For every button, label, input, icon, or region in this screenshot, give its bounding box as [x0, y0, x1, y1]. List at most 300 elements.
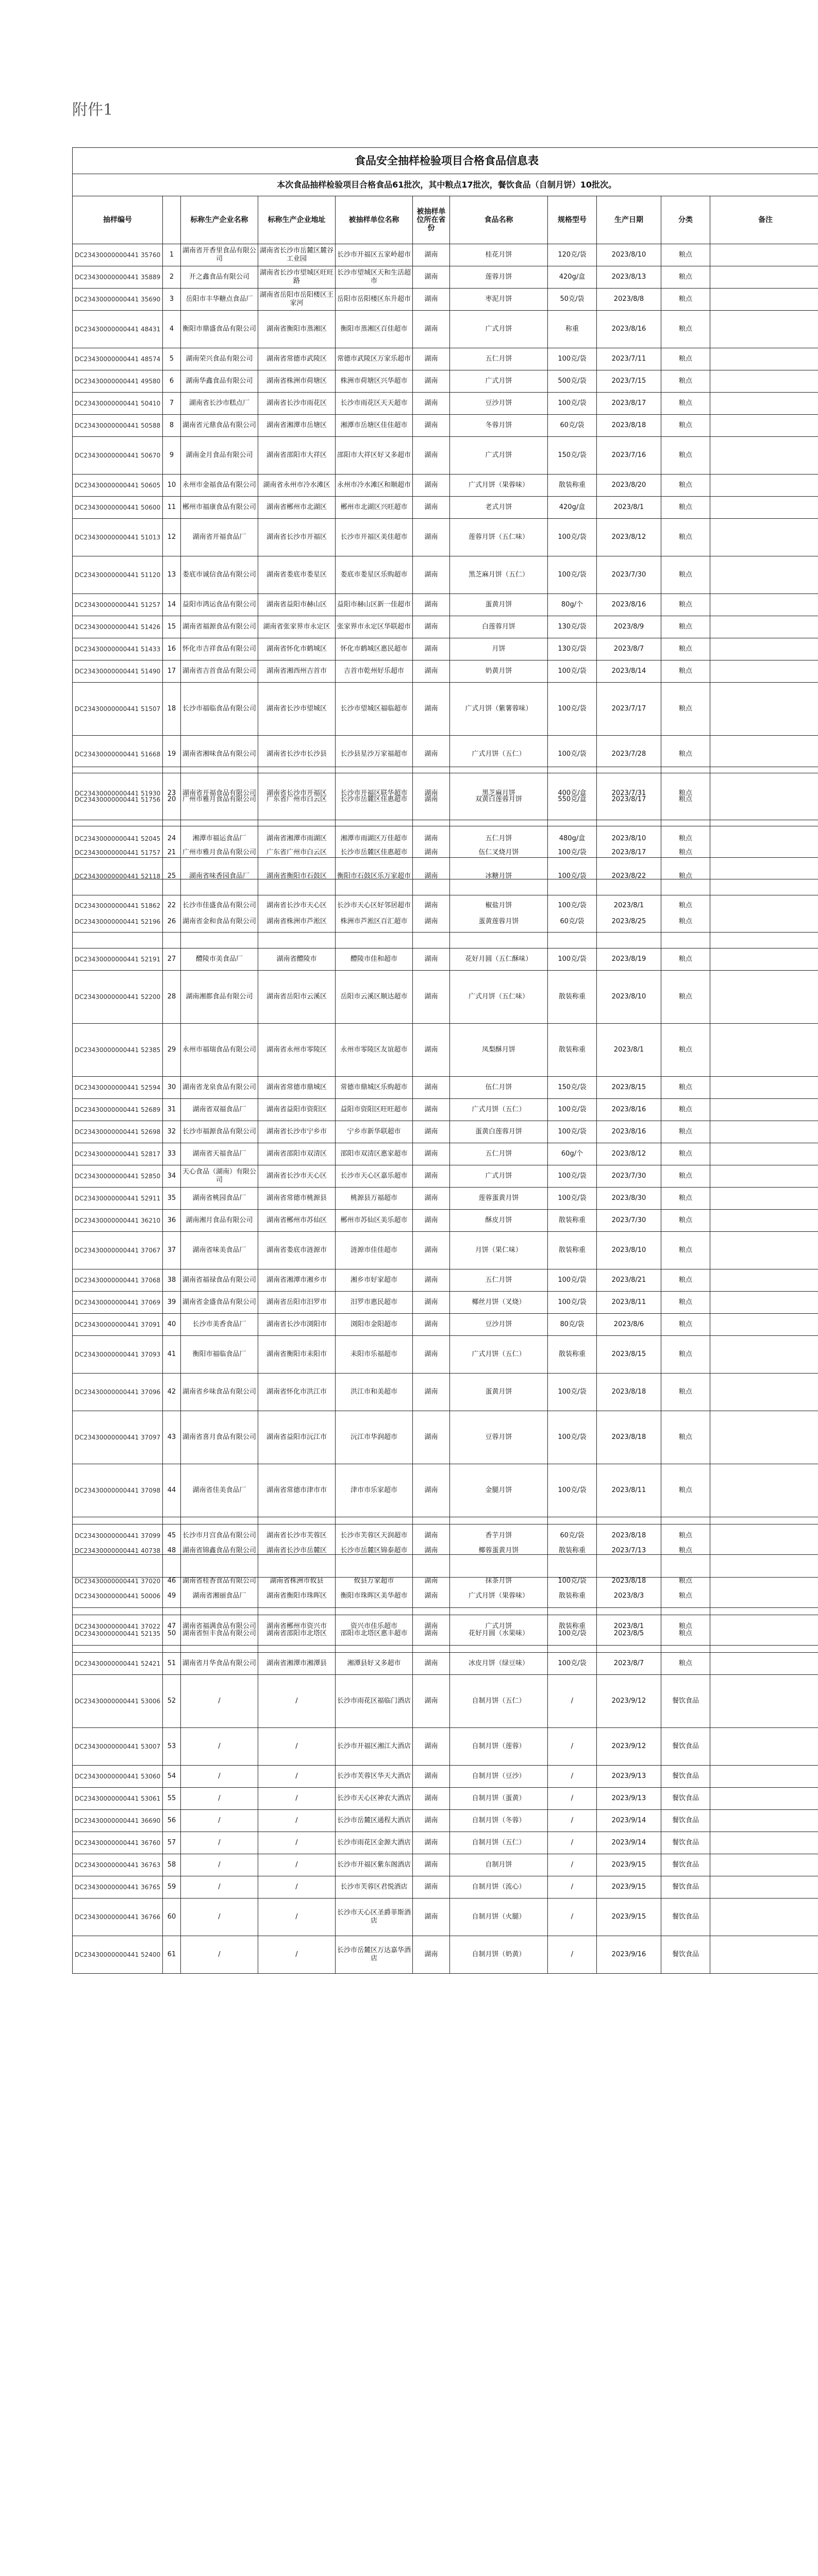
- cell-province: 湖南: [413, 895, 450, 948]
- cell-food-name: 广式月饼: [450, 437, 548, 474]
- cell-row-number: 58: [163, 1854, 181, 1876]
- cell-category: 粮点: [661, 1232, 710, 1269]
- cell-spec: 100克/袋: [548, 948, 597, 971]
- cell-spec: 100克/袋: [548, 683, 597, 736]
- cell-production-date: 2023/8/17: [597, 393, 661, 415]
- table-row: [73, 1810, 818, 1832]
- cell-spec: 100克/袋: [548, 1653, 597, 1675]
- cell-sample-id: DC23430000000441 51862: [73, 879, 163, 933]
- cell-manufacturer: 湖南省元鼎食品有限公司: [181, 415, 258, 437]
- cell-food-name: 自制月饼（奶黄）: [450, 1936, 548, 1974]
- cell-sample-id: DC23430000000441 52191: [73, 948, 163, 971]
- cell-sample-id: DC23430000000441 36210: [73, 1210, 163, 1232]
- cell-note: [710, 594, 818, 616]
- cell-spec: 100克/袋: [548, 1615, 597, 1653]
- cell-note: [710, 616, 818, 638]
- cell-note: [710, 289, 818, 311]
- table-row: [73, 1936, 818, 1974]
- cell-row-number: 54: [163, 1766, 181, 1788]
- cell-manufacturer: 湖南省福禄食品有限公司: [181, 1269, 258, 1292]
- cell-manufacturer: 衡阳市福临食品厂: [181, 1336, 258, 1374]
- cell-manufacturer: 永州市金福食品有限公司: [181, 474, 258, 497]
- cell-production-date: 2023/8/30: [597, 1188, 661, 1210]
- cell-sample-id: DC23430000000441 52135: [73, 1615, 163, 1653]
- table-row: [73, 1788, 818, 1810]
- cell-spec: 散装称重: [548, 1336, 597, 1374]
- cell-spec: 散装称重: [548, 971, 597, 1024]
- cell-note: [710, 1653, 818, 1675]
- cell-production-date: 2023/9/15: [597, 1854, 661, 1876]
- cell-row-number: 22: [163, 879, 181, 933]
- cell-note: [710, 1374, 818, 1411]
- cell-sampled-unit: 湘潭市岳塘区佳佳超市: [336, 415, 413, 437]
- cell-category: 粮点: [661, 519, 710, 556]
- cell-row-number: 38: [163, 1269, 181, 1292]
- cell-note: [710, 820, 818, 858]
- cell-spec: 100克/袋: [548, 1269, 597, 1292]
- cell-row-number: 36: [163, 1210, 181, 1232]
- cell-category: 粮点: [661, 948, 710, 971]
- table-row: [73, 1854, 818, 1876]
- cell-spec: 100克/袋: [548, 556, 597, 594]
- cell-food-name: 酥皮月饼: [450, 1210, 548, 1232]
- cell-food-name: 自制月饼（五仁）: [450, 1675, 548, 1728]
- cell-manufacturer: 广州市雅月食品有限公司: [181, 773, 258, 826]
- cell-row-number: 56: [163, 1810, 181, 1832]
- cell-sampled-unit: 衡阳市蒸湘区百佳超市: [336, 311, 413, 348]
- cell-sample-id: DC23430000000441 48574: [73, 348, 163, 370]
- table-row: [73, 1876, 818, 1899]
- food-safety-table-3: [72, 1524, 818, 1974]
- cell-note: [710, 519, 818, 556]
- cell-production-date: 2023/8/18: [597, 1411, 661, 1464]
- cell-production-date: 2023/8/18: [597, 1555, 661, 1608]
- cell-sample-id: DC23430000000441 48431: [73, 311, 163, 348]
- cell-manufacturer-address: /: [258, 1876, 336, 1899]
- cell-note: [710, 895, 818, 948]
- cell-manufacturer: 湖南省锦鑫食品有限公司: [181, 1524, 258, 1578]
- cell-row-number: 9: [163, 437, 181, 474]
- cell-manufacturer-address: 湖南省湘潭市湘乡市: [258, 1269, 336, 1292]
- cell-row-number: 57: [163, 1832, 181, 1854]
- cell-spec: 100克/袋: [548, 1411, 597, 1464]
- cell-spec: 100克/袋: [548, 660, 597, 683]
- cell-manufacturer-address: 湖南省株洲市攸县: [258, 1555, 336, 1608]
- cell-row-number: 10: [163, 474, 181, 497]
- cell-production-date: 2023/8/12: [597, 1143, 661, 1165]
- cell-manufacturer: 湖南省桃园食品厂: [181, 1188, 258, 1210]
- cell-food-name: 莲蓉月饼（五仁味）: [450, 519, 548, 556]
- cell-spec: 100克/袋: [548, 1165, 597, 1188]
- cell-manufacturer-address: /: [258, 1675, 336, 1728]
- cell-spec: 480g/盒: [548, 820, 597, 858]
- cell-category: 餐饮食品: [661, 1675, 710, 1728]
- table-row: [73, 266, 818, 289]
- cell-food-name: 香芋月饼: [450, 1517, 548, 1555]
- cell-manufacturer-address: /: [258, 1810, 336, 1832]
- cell-production-date: 2023/8/11: [597, 1464, 661, 1517]
- table-row: [73, 895, 818, 948]
- cell-province: 湖南: [413, 1143, 450, 1165]
- cell-food-name: 双黄白莲蓉月饼: [450, 773, 548, 826]
- col-header-province: 被抽样单位所在省份: [413, 196, 450, 244]
- cell-manufacturer-address: /: [258, 1832, 336, 1854]
- cell-manufacturer-address: 湖南省醴陵市: [258, 948, 336, 971]
- cell-production-date: 2023/8/9: [597, 616, 661, 638]
- cell-row-number: 17: [163, 660, 181, 683]
- cell-manufacturer-address: 湖南省邵阳市大祥区: [258, 437, 336, 474]
- cell-category: 粮点: [661, 1188, 710, 1210]
- table-row: [73, 1374, 818, 1411]
- cell-spec: /: [548, 1899, 597, 1936]
- cell-province: 湖南: [413, 1876, 450, 1899]
- cell-food-name: 抹茶月饼: [450, 1555, 548, 1608]
- cell-row-number: 12: [163, 519, 181, 556]
- cell-sampled-unit: 永州市冷水滩区和顺超市: [336, 474, 413, 497]
- cell-note: [710, 1232, 818, 1269]
- cell-manufacturer: 湖南省月华食品有限公司: [181, 1653, 258, 1675]
- cell-food-name: 蛋黄月饼: [450, 594, 548, 616]
- table-row: [73, 497, 818, 519]
- table-row: [73, 1615, 818, 1653]
- cell-manufacturer-address: 湖南省益阳市沅江市: [258, 1411, 336, 1464]
- table-row: [73, 1411, 818, 1464]
- cell-spec: 散装称重: [548, 1608, 597, 1646]
- cell-production-date: 2023/8/18: [597, 1374, 661, 1411]
- cell-category: 粮点: [661, 895, 710, 948]
- cell-spec: 100克/袋: [548, 1121, 597, 1143]
- cell-note: [710, 266, 818, 289]
- cell-province: 湖南: [413, 1024, 450, 1077]
- cell-manufacturer: 开之鑫食品有限公司: [181, 266, 258, 289]
- table-row: [73, 1578, 818, 1615]
- cell-food-name: 广式月饼（五仁味）: [450, 971, 548, 1024]
- cell-row-number: 11: [163, 497, 181, 519]
- col-header-date: 生产日期: [597, 196, 661, 244]
- cell-category: 粮点: [661, 311, 710, 348]
- cell-note: [710, 244, 818, 266]
- cell-spec: /: [548, 1728, 597, 1766]
- cell-manufacturer: 永州市福瑞食品有限公司: [181, 1024, 258, 1077]
- cell-row-number: 26: [163, 895, 181, 948]
- cell-sampled-unit: 桃源县万福超市: [336, 1188, 413, 1210]
- cell-spec: 100克/袋: [548, 348, 597, 370]
- cell-manufacturer-address: 湖南省长沙市长沙县: [258, 736, 336, 773]
- cell-note: [710, 1165, 818, 1188]
- cell-row-number: 8: [163, 415, 181, 437]
- cell-manufacturer: 益阳市鸿运食品有限公司: [181, 594, 258, 616]
- cell-province: 湖南: [413, 1524, 450, 1578]
- cell-manufacturer-address: 湖南省长沙市天心区: [258, 1165, 336, 1188]
- cell-production-date: 2023/9/13: [597, 1766, 661, 1788]
- cell-production-date: 2023/9/12: [597, 1675, 661, 1728]
- table-row: [73, 370, 818, 393]
- cell-food-name: 黑芝麻月饼: [450, 767, 548, 820]
- cell-sampled-unit: 岳阳市云溪区顺达超市: [336, 971, 413, 1024]
- cell-category: 餐饮食品: [661, 1899, 710, 1936]
- cell-manufacturer-address: 湖南省湘潭市湘潭县: [258, 1653, 336, 1675]
- cell-food-name: 广式月饼（果蓉味）: [450, 1578, 548, 1615]
- cell-category: 粮点: [661, 244, 710, 266]
- table-title: 食品安全抽样检验项目合格食品信息表: [73, 148, 818, 174]
- cell-sampled-unit: 长沙市开福区五家岭超市: [336, 244, 413, 266]
- cell-sample-id: DC23430000000441 52200: [73, 971, 163, 1024]
- cell-category: 粮点: [661, 370, 710, 393]
- cell-sampled-unit: 攸县万家超市: [336, 1555, 413, 1608]
- cell-spec: 100克/袋: [548, 1292, 597, 1314]
- cell-sampled-unit: 常德市鼎城区乐购超市: [336, 1077, 413, 1099]
- cell-sampled-unit: 永州市零陵区友谊超市: [336, 1024, 413, 1077]
- cell-sampled-unit: 汨罗市惠民超市: [336, 1292, 413, 1314]
- cell-manufacturer-address: 湖南省常德市津市市: [258, 1464, 336, 1517]
- cell-note: [710, 1899, 818, 1936]
- table-row: [73, 1653, 818, 1675]
- cell-manufacturer: 湖南省开福食品有限公司: [181, 767, 258, 820]
- cell-manufacturer: 湖南省开福食品厂: [181, 519, 258, 556]
- table-row: [73, 1165, 818, 1188]
- cell-sample-id: DC23430000000441 52698: [73, 1121, 163, 1143]
- cell-category: 粮点: [661, 1210, 710, 1232]
- cell-row-number: 60: [163, 1899, 181, 1936]
- cell-manufacturer: /: [181, 1876, 258, 1899]
- cell-production-date: 2023/8/10: [597, 1232, 661, 1269]
- cell-sample-id: DC23430000000441 53007: [73, 1728, 163, 1766]
- cell-spec: 120克/袋: [548, 244, 597, 266]
- cell-production-date: 2023/8/10: [597, 820, 661, 858]
- cell-manufacturer: 娄底市诚信食品有限公司: [181, 556, 258, 594]
- cell-category: 粮点: [661, 858, 710, 895]
- cell-manufacturer-address: 湖南省郴州市资兴市: [258, 1608, 336, 1646]
- cell-category: 粮点: [661, 415, 710, 437]
- cell-production-date: 2023/9/16: [597, 1936, 661, 1974]
- cell-manufacturer: 湖南省湘丽食品厂: [181, 1578, 258, 1615]
- cell-manufacturer: 湖南省乡味食品有限公司: [181, 1374, 258, 1411]
- cell-sampled-unit: 长沙市望城区天和生活超市: [336, 266, 413, 289]
- cell-sample-id: DC23430000000441 51013: [73, 519, 163, 556]
- cell-sample-id: DC23430000000441 37020: [73, 1555, 163, 1608]
- cell-production-date: 2023/8/22: [597, 858, 661, 895]
- table-row: [73, 1024, 818, 1077]
- cell-category: 餐饮食品: [661, 1876, 710, 1899]
- cell-food-name: 广式月饼（果蓉味）: [450, 474, 548, 497]
- cell-sampled-unit: 长沙市开福区紫东阁酒店: [336, 1854, 413, 1876]
- cell-sampled-unit: 资兴市佳乐超市: [336, 1608, 413, 1646]
- cell-sampled-unit: 长沙市天心区圣爵菲斯酒店: [336, 1899, 413, 1936]
- cell-row-number: 53: [163, 1728, 181, 1766]
- cell-row-number: 59: [163, 1876, 181, 1899]
- cell-manufacturer: 湖南湘都食品有限公司: [181, 971, 258, 1024]
- cell-sample-id: DC23430000000441 50670: [73, 437, 163, 474]
- cell-row-number: 13: [163, 556, 181, 594]
- cell-province: 湖南: [413, 638, 450, 660]
- cell-manufacturer-address: 湖南省株洲市芦淞区: [258, 895, 336, 948]
- cell-manufacturer: 湖南省吉首食品有限公司: [181, 660, 258, 683]
- cell-production-date: 2023/7/28: [597, 736, 661, 773]
- table-row: [73, 1292, 818, 1314]
- cell-production-date: 2023/8/7: [597, 638, 661, 660]
- cell-food-name: 五仁月饼: [450, 1143, 548, 1165]
- cell-category: 粮点: [661, 616, 710, 638]
- table-row: [73, 393, 818, 415]
- cell-province: 湖南: [413, 736, 450, 773]
- cell-manufacturer: 湖南省开香里食品有限公司: [181, 244, 258, 266]
- cell-row-number: 16: [163, 638, 181, 660]
- cell-manufacturer: 长沙市月宫食品有限公司: [181, 1517, 258, 1555]
- cell-category: 粮点: [661, 1077, 710, 1099]
- cell-row-number: 4: [163, 311, 181, 348]
- cell-note: [710, 1143, 818, 1165]
- cell-production-date: 2023/8/1: [597, 1608, 661, 1646]
- cell-production-date: 2023/7/30: [597, 1165, 661, 1188]
- cell-row-number: 24: [163, 820, 181, 858]
- attachment-label: 附件1: [72, 101, 113, 119]
- cell-sampled-unit: 长沙市岳麓区万达嘉华酒店: [336, 1936, 413, 1974]
- table-row: [73, 683, 818, 736]
- cell-manufacturer-address: 湖南省郴州市苏仙区: [258, 1210, 336, 1232]
- cell-sample-id: DC23430000000441 40738: [73, 1524, 163, 1578]
- cell-row-number: 37: [163, 1232, 181, 1269]
- cell-note: [710, 1728, 818, 1766]
- cell-manufacturer: /: [181, 1854, 258, 1876]
- cell-category: 粮点: [661, 1336, 710, 1374]
- cell-food-name: 蛋黄白莲蓉月饼: [450, 1121, 548, 1143]
- cell-sample-id: DC23430000000441 35690: [73, 289, 163, 311]
- cell-manufacturer-address: 湖南省长沙市开福区: [258, 767, 336, 820]
- cell-row-number: 61: [163, 1936, 181, 1974]
- cell-spec: 80g/个: [548, 594, 597, 616]
- cell-category: 粮点: [661, 660, 710, 683]
- cell-category: 粮点: [661, 773, 710, 826]
- cell-manufacturer-address: 湖南省邵阳市北塔区: [258, 1615, 336, 1653]
- table-row: [73, 437, 818, 474]
- table-row: [73, 556, 818, 594]
- cell-province: 湖南: [413, 244, 450, 266]
- cell-note: [710, 437, 818, 474]
- cell-manufacturer-address: 湖南省郴州市北湖区: [258, 497, 336, 519]
- cell-sampled-unit: 张家界市永定区华联超市: [336, 616, 413, 638]
- cell-spec: 500克/袋: [548, 370, 597, 393]
- table-row: [73, 858, 818, 895]
- table-row: [73, 1766, 818, 1788]
- cell-sample-id: DC23430000000441 36765: [73, 1876, 163, 1899]
- cell-row-number: 20: [163, 773, 181, 826]
- cell-category: 粮点: [661, 556, 710, 594]
- cell-food-name: 凤梨酥月饼: [450, 1024, 548, 1077]
- table-row: [73, 1464, 818, 1517]
- cell-note: [710, 1077, 818, 1099]
- cell-province: 湖南: [413, 1374, 450, 1411]
- cell-sample-id: DC23430000000441 53006: [73, 1675, 163, 1728]
- cell-sampled-unit: 长沙市天心区嘉乐超市: [336, 1165, 413, 1188]
- cell-spec: 60克/袋: [548, 1517, 597, 1555]
- cell-category: 餐饮食品: [661, 1854, 710, 1876]
- col-header-mfr: 标称生产企业名称: [181, 196, 258, 244]
- cell-sampled-unit: 长沙市岳麓区锦泰超市: [336, 1524, 413, 1578]
- cell-production-date: 2023/9/15: [597, 1899, 661, 1936]
- cell-sample-id: DC23430000000441 52594: [73, 1077, 163, 1099]
- cell-sample-id: DC23430000000441 37069: [73, 1292, 163, 1314]
- cell-manufacturer: 湖南省喜月食品有限公司: [181, 1411, 258, 1464]
- cell-manufacturer: 醴陵市美食品厂: [181, 948, 258, 971]
- table-row: [73, 1188, 818, 1210]
- cell-spec: 100克/袋: [548, 1555, 597, 1608]
- cell-manufacturer-address: 湖南省常德市桃源县: [258, 1188, 336, 1210]
- cell-row-number: 40: [163, 1314, 181, 1336]
- cell-row-number: 30: [163, 1077, 181, 1099]
- cell-manufacturer: /: [181, 1936, 258, 1974]
- cell-food-name: 自制月饼（火腿）: [450, 1899, 548, 1936]
- cell-category: 粮点: [661, 474, 710, 497]
- cell-manufacturer-address: 湖南省常德市鼎城区: [258, 1077, 336, 1099]
- cell-production-date: 2023/7/30: [597, 556, 661, 594]
- cell-production-date: 2023/8/1: [597, 497, 661, 519]
- cell-province: 湖南: [413, 1766, 450, 1788]
- cell-sampled-unit: 湘潭市雨湖区万佳超市: [336, 820, 413, 858]
- cell-sample-id: DC23430000000441 51756: [73, 773, 163, 826]
- cell-manufacturer: 湖南省金和食品有限公司: [181, 895, 258, 948]
- cell-manufacturer-address: 广东省广州市白云区: [258, 826, 336, 879]
- cell-manufacturer: 湖南省佳美食品厂: [181, 1464, 258, 1517]
- cell-row-number: 21: [163, 826, 181, 879]
- cell-production-date: 2023/8/15: [597, 1077, 661, 1099]
- cell-sample-id: DC23430000000441 49580: [73, 370, 163, 393]
- cell-sample-id: DC23430000000441 52196: [73, 895, 163, 948]
- cell-manufacturer: 衡阳市鼎盛食品有限公司: [181, 311, 258, 348]
- cell-manufacturer-address: 湖南省长沙市开福区: [258, 519, 336, 556]
- cell-manufacturer-address: 湖南省长沙市天心区: [258, 879, 336, 933]
- cell-category: 粮点: [661, 437, 710, 474]
- cell-category: 餐饮食品: [661, 1810, 710, 1832]
- cell-spec: 散装称重: [548, 1578, 597, 1615]
- cell-spec: /: [548, 1936, 597, 1974]
- cell-manufacturer-address: 湖南省衡阳市耒阳市: [258, 1336, 336, 1374]
- cell-sampled-unit: 长沙市岳麓区通程大酒店: [336, 1810, 413, 1832]
- table-row: [73, 1899, 818, 1936]
- cell-row-number: 49: [163, 1578, 181, 1615]
- cell-manufacturer: 长沙市美香食品厂: [181, 1314, 258, 1336]
- cell-production-date: 2023/8/11: [597, 1292, 661, 1314]
- cell-sampled-unit: 湘乡市好家超市: [336, 1269, 413, 1292]
- cell-food-name: 广式月饼: [450, 311, 548, 348]
- cell-note: [710, 1788, 818, 1810]
- cell-province: 湖南: [413, 616, 450, 638]
- cell-manufacturer: /: [181, 1728, 258, 1766]
- cell-manufacturer: 湖南湘月食品有限公司: [181, 1210, 258, 1232]
- cell-food-name: 自制月饼（豆沙）: [450, 1766, 548, 1788]
- cell-sampled-unit: 株洲市芦淞区百汇超市: [336, 895, 413, 948]
- cell-note: [710, 311, 818, 348]
- cell-manufacturer-address: 湖南省湘潭市岳塘区: [258, 415, 336, 437]
- cell-row-number: 50: [163, 1615, 181, 1653]
- cell-manufacturer-address: 湖南省娄底市娄星区: [258, 556, 336, 594]
- cell-sample-id: DC23430000000441 52850: [73, 1165, 163, 1188]
- cell-manufacturer: 长沙市福临食品有限公司: [181, 683, 258, 736]
- table-row: [73, 1232, 818, 1269]
- cell-province: 湖南: [413, 289, 450, 311]
- cell-row-number: 51: [163, 1653, 181, 1675]
- cell-sampled-unit: 岳阳市岳阳楼区东升超市: [336, 289, 413, 311]
- cell-row-number: 6: [163, 370, 181, 393]
- cell-production-date: 2023/8/16: [597, 311, 661, 348]
- cell-spec: 420g/盒: [548, 266, 597, 289]
- cell-food-name: 广式月饼（五仁）: [450, 736, 548, 773]
- cell-spec: 400克/盒: [548, 767, 597, 820]
- cell-sampled-unit: 浏阳市金阳超市: [336, 1314, 413, 1336]
- cell-sampled-unit: 邵阳市大祥区好又多超市: [336, 437, 413, 474]
- cell-sample-id: DC23430000000441 52421: [73, 1653, 163, 1675]
- cell-sampled-unit: 长沙市岳麓区佳惠超市: [336, 773, 413, 826]
- cell-category: 粮点: [661, 1314, 710, 1336]
